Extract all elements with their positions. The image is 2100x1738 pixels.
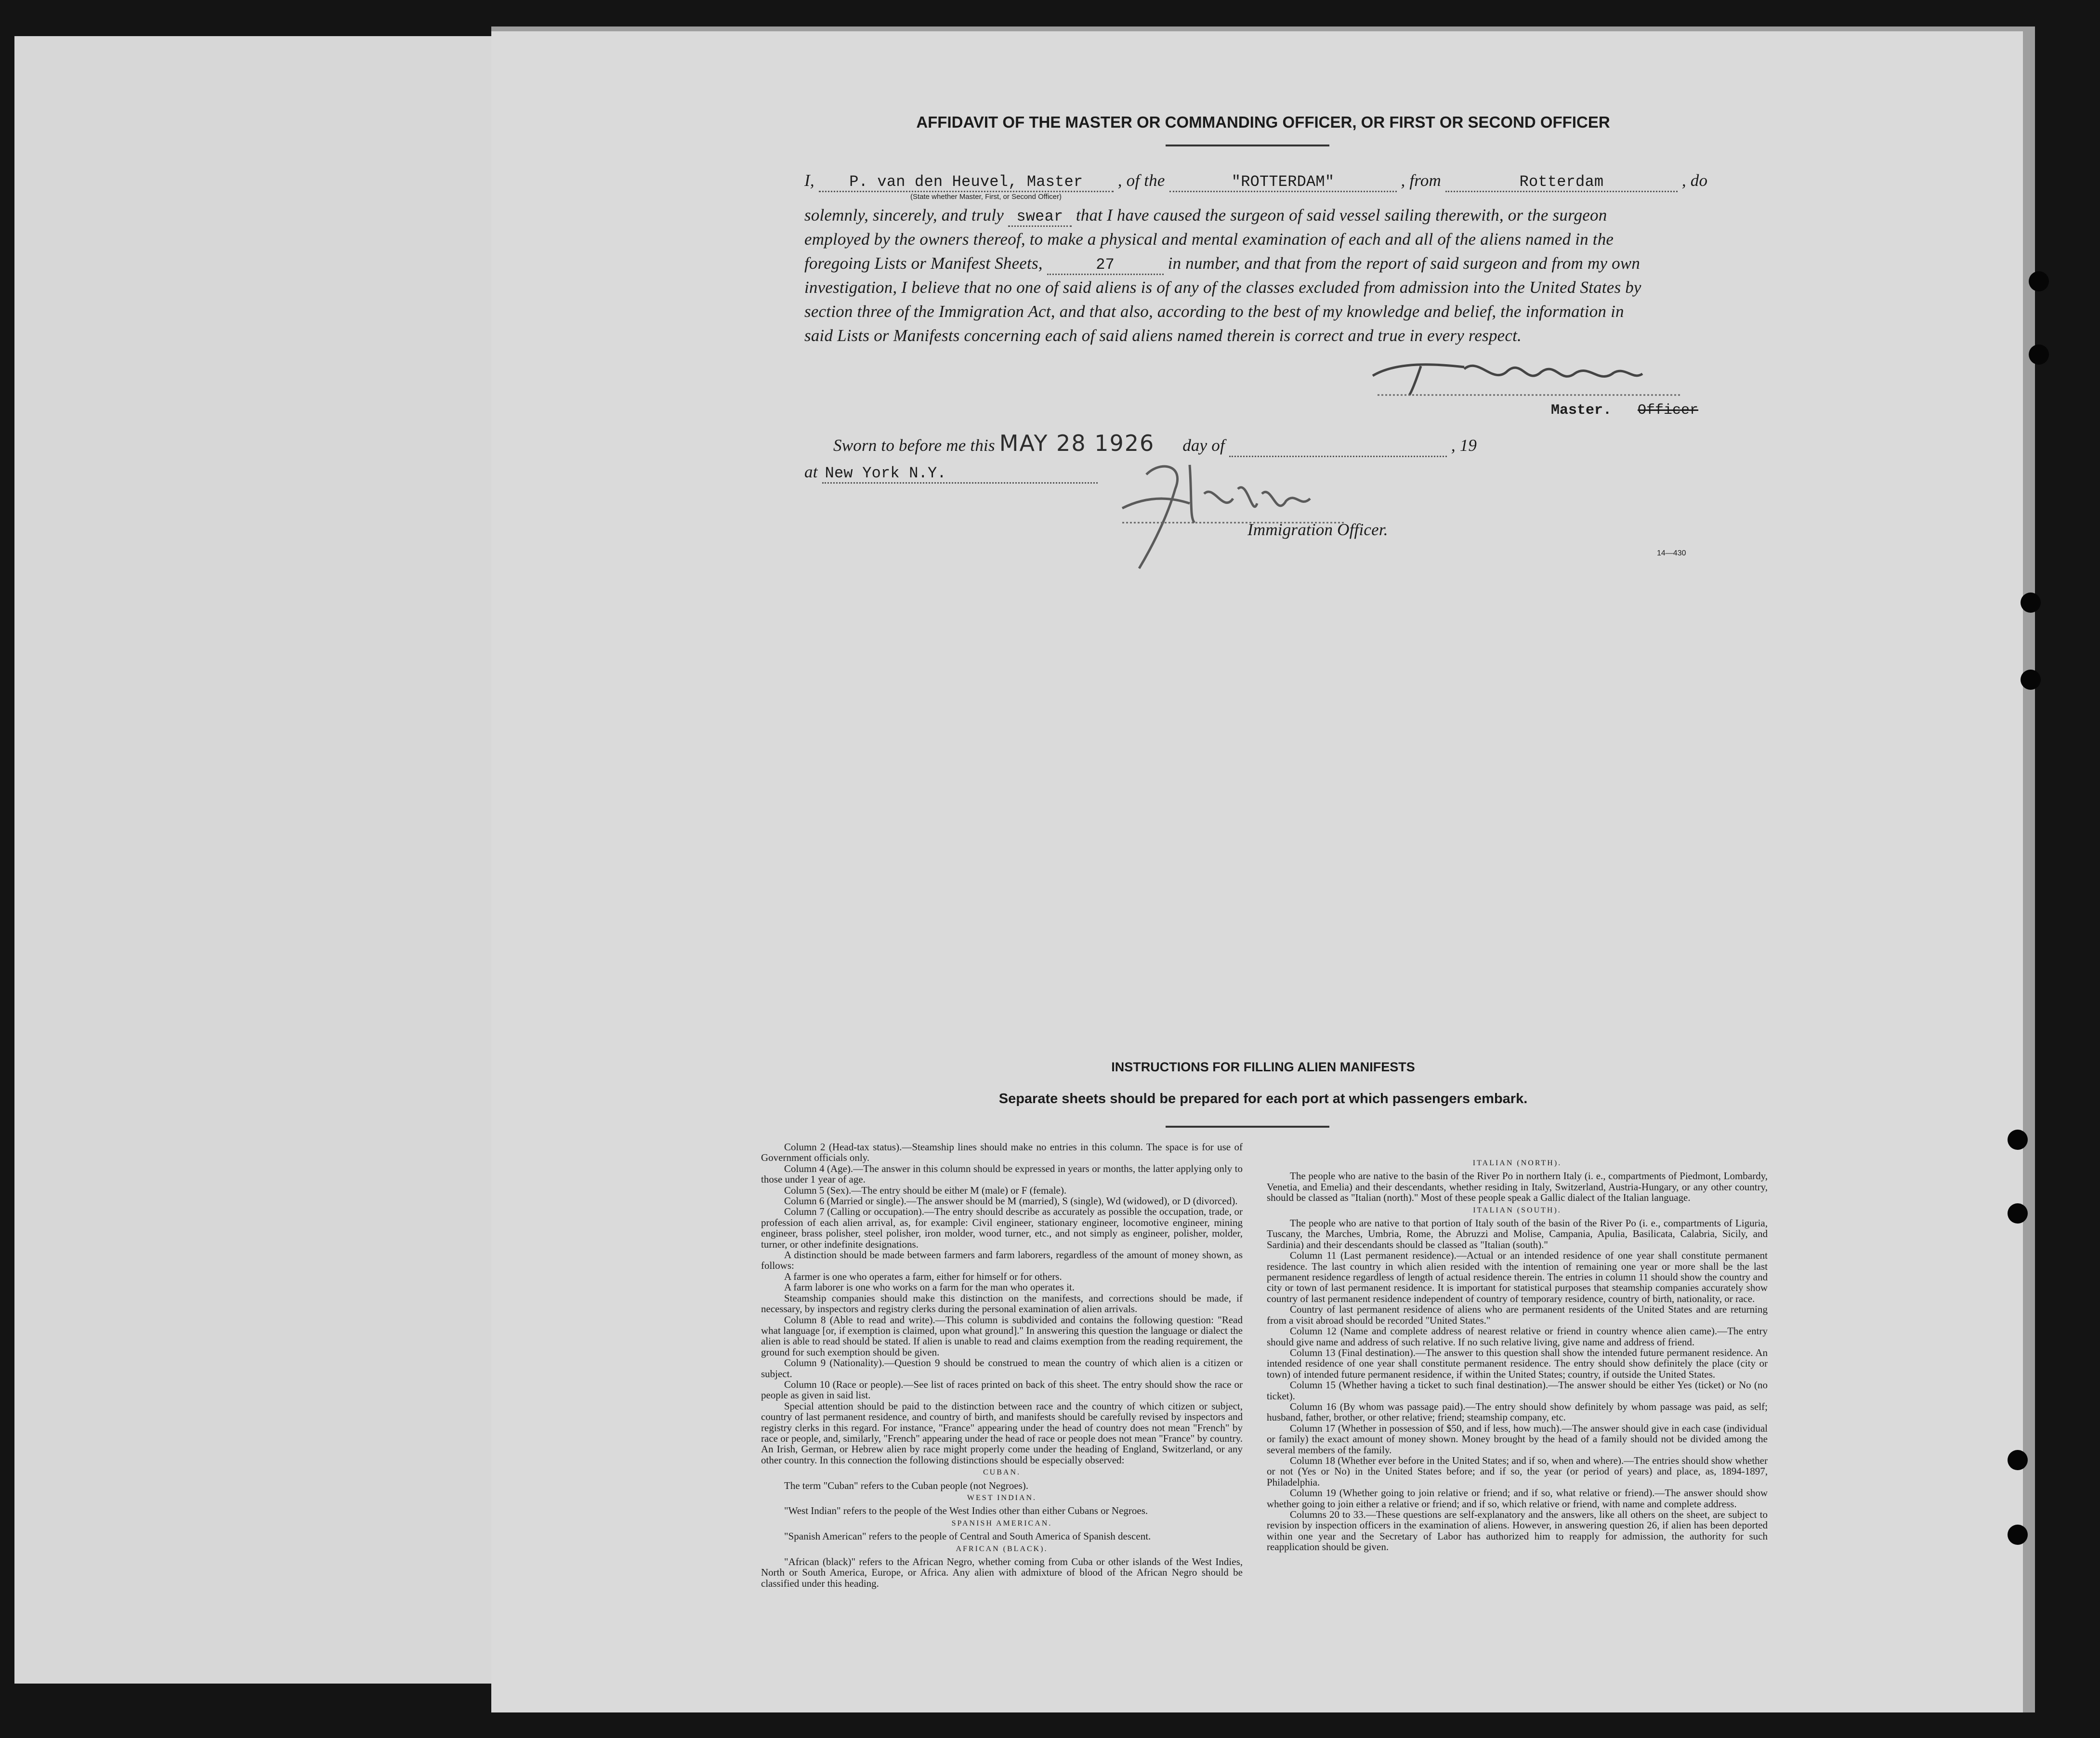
instructions-left-column xyxy=(761,1142,1243,1589)
instruction-paragraph: Column 6 (Married or single).—The answer should be M (married), S (single), Wd (widowed), or D (divorced). xyxy=(784,1195,1238,1207)
instructions-title: INSTRUCTIONS FOR FILLING ALIEN MANIFESTS xyxy=(1111,1060,1415,1074)
binding-hole xyxy=(2008,1450,2028,1470)
affidavit-line-1 xyxy=(804,171,1707,192)
instruction-paragraph: Special attention should be paid to the distinction between race and the country of which citizen or subject, country of last permanent residence, and country of birth, and manifests should be carefully revised by inspectors and registry clerks in this regard. For instance, "France" appearing under the head of country does not mean "French" by race or people, and, similarly, "French" appearing under the head of race or people does not mean "France" by country. An Irish, German, or Hebrew alien by race might properly come under the heading of England, Switzerland, or any other country. In this connection the following distinctions should be especially observed: xyxy=(761,1400,1243,1466)
instructions-subtitle: Separate sheets should be prepared for each port at which passengers embark. xyxy=(998,1091,1528,1106)
officer-title: Immigration Officer. xyxy=(1247,520,1388,539)
affidavit-line-5: investigation, I believe that no one of said aliens is of any of the classes excluded from admission into the United States by xyxy=(804,278,1641,297)
instruction-paragraph: Steamship companies should make this distinction on the manifests, and corrections should be made, if necessary, by inspectors and registry clerks during the personal examination of alien arrivals. xyxy=(761,1292,1243,1315)
signer-struck-title: Officer xyxy=(1638,402,1699,419)
binding-hole xyxy=(2021,592,2041,613)
instruction-paragraph: A distinction should be made between farmers and farm laborers, regardless of the amount of money shown, as follows: xyxy=(761,1249,1243,1272)
title-divider xyxy=(1166,145,1329,146)
instruction-heading: AFRICAN (BLACK). xyxy=(956,1544,1048,1553)
port-field: Rotterdam xyxy=(1445,173,1678,192)
affidavit-line-4 xyxy=(804,254,1640,275)
vessel-field: "ROTTERDAM" xyxy=(1169,173,1397,192)
instruction-paragraph: Column 11 (Last permanent residence).—Actual or an intended residence of one year shall constitute permanent residence. The last country in which alien resided with the intention of remaining one year or more shall be the last permanent residence regardless of length of actual residence therein. The entries in column 11 should show the country and city or town of last permanent residence. It is important for statistical purposes that steamship companies accurately show country of last permanent residence independent of country of temporary residence, country of birth, nationality, or race. xyxy=(1267,1250,1768,1304)
instruction-paragraph: Column 15 (Whether having a ticket to such final destination).—The answer should be either Yes (ticket) or No (no ticket). xyxy=(1267,1379,1768,1402)
signer-title: Master. xyxy=(1551,402,1612,419)
instruction-paragraph: Column 8 (Able to read and write).—This column is subdivided and contains the following question: "Read what language [or, if exemption is claimed, upon what ground]." In answering this question the language or dialect the alien is able to read should be stated. If alien is unable to read and claims exemption from the reading requirement, the ground for such exemption should be given. xyxy=(761,1314,1243,1358)
affidavit-line-7: said Lists or Manifests concerning each of said aliens named therein is correct and true in every respect. xyxy=(804,326,1522,345)
instruction-paragraph: Country of last permanent residence of aliens who are permanent residents of the United States and are returning from a visit abroad should be recorded "United States." xyxy=(1267,1304,1768,1326)
instruction-paragraph: Column 7 (Calling or occupation).—The entry should describe as accurately as possible the occupation, trade, or profession of each alien arrival, as, for example: Civil engineer, stationary engineer, locomotive engineer, mining engineer, brass polisher, steel polisher, iron molder, wood turner, etc., and not simply as engineer, polisher, molder, turner, or other indefinite designations. xyxy=(761,1206,1243,1250)
instruction-paragraph: Columns 20 to 33.—These questions are self-explanatory and the answers, like all others on the sheet, are subject to revision by inspection officers in the examination of aliens. However, in answering question 26, if alien has been deported within one year and the Secretary of Labor has authorized him to reapply for admission, the authority for such reapplication should be given. xyxy=(1267,1509,1768,1553)
instruction-paragraph: "West Indian" refers to the people of the West Indies other than either Cubans or Negroes. xyxy=(784,1505,1148,1517)
i-prefix: I, xyxy=(804,171,814,190)
affidavit-line-6: section three of the Immigration Act, and that also, according to the best of my knowledge and belief, the information in xyxy=(804,302,1624,321)
oath-field: swear xyxy=(1008,208,1072,227)
page-top-edge xyxy=(491,26,2035,31)
of-the-label: , of the xyxy=(1117,171,1165,190)
affidavit-line-2 xyxy=(804,206,1607,227)
place-field: New York N.Y. xyxy=(822,464,1098,484)
instruction-paragraph: Column 10 (Race or people).—See list of races printed on back of this sheet. The entry should show the race or people as given in said list. xyxy=(761,1378,1243,1401)
instruction-paragraph: The people who are native to the basin of the River Po in northern Italy (i. e., compartments of Piedmont, Lombardy, Venetia, and Emelia) and their descendants, whether residing in Italy, Switzerland, Austria-Hungary, or any other country, should be classed as "Italian (north)." Most of these people speak a Gallic dialect of the Italian language. xyxy=(1267,1170,1768,1204)
day-of-label: day of xyxy=(1182,436,1225,455)
instruction-heading: ITALIAN (NORTH). xyxy=(1472,1159,1562,1167)
instruction-paragraph: Column 2 (Head-tax status).—Steamship lines should make no entries in this column. The space is for use of Government officials only. xyxy=(761,1141,1243,1164)
binding-hole xyxy=(2029,344,2049,365)
binding-hole xyxy=(2008,1203,2028,1224)
sheets-count-field: 27 xyxy=(1047,256,1164,275)
instruction-paragraph: Column 18 (Whether ever before in the United States; and if so, when and where).—The entries should show whether or not (Yes or No) in the United States before; and if so, the year (or period of years) and place, as, 1894-1897, Philadelphia. xyxy=(1267,1454,1768,1488)
instruction-paragraph: Column 19 (Whether going to join relative or friend; and if so, what relative or friend).—The answer should show whether going to join either a relative or friend; and if so, which relative or friend, with name and complete address. xyxy=(1267,1487,1768,1510)
binding-hole xyxy=(2029,271,2049,291)
officer-signature-icon xyxy=(1093,446,1363,576)
instruction-paragraph: "African (black)" refers to the African Negro, whether coming from Cuba or other islands of the West Indies, North or South America, Europe, or Africa. Any alien with admixture of blood of the African Negro should be classified under this heading. xyxy=(761,1556,1243,1589)
instruction-paragraph: Column 5 (Sex).—The entry should be either M (male) or F (female). xyxy=(784,1184,1067,1196)
instructions-divider xyxy=(1166,1126,1329,1128)
instruction-paragraph: Column 9 (Nationality).—Question 9 should be construed to mean the country of which alien is a citizen or subject. xyxy=(761,1357,1243,1380)
instruction-heading: CUBAN. xyxy=(983,1468,1021,1477)
form-code: 14—430 xyxy=(1657,549,1686,557)
instruction-paragraph: Column 16 (By whom was passage paid).—The entry should show definitely by whom passage was paid, as self; husband, father, brother, or other relative; friend; steamship company, etc. xyxy=(1267,1400,1768,1423)
instruction-heading: WEST INDIAN. xyxy=(967,1494,1037,1502)
at-label: at xyxy=(804,462,818,481)
master-signature-icon xyxy=(1363,347,1691,400)
at-line xyxy=(804,462,1098,484)
instruction-paragraph: A farm laborer is one who works on a farm for the man who operates it. xyxy=(784,1281,1075,1293)
binding-hole xyxy=(2008,1525,2028,1545)
instruction-paragraph: Column 17 (Whether in possession of $50, and if less, how much).—The answer should give in each case (individual or family) the exact amount of money shown. Money brought by the head of a family should not be divided among the several members of the family. xyxy=(1267,1422,1768,1456)
instruction-heading: SPANISH AMERICAN. xyxy=(951,1519,1052,1527)
instruction-heading: ITALIAN (SOUTH). xyxy=(1473,1206,1562,1214)
instruction-paragraph: Column 13 (Final destination).—The answer to this question shall show the intended future permanent residence. An intended residence of one year shall constitute permanent residence. The entry should show definitely the place (city or town) of intended future permanent residence, if within the United States; country, if outside the United States. xyxy=(1267,1346,1768,1380)
instruction-paragraph: A farmer is one who operates a farm, either for himself or for others. xyxy=(784,1270,1062,1282)
from-label: , from xyxy=(1401,171,1441,190)
affidavit-title: AFFIDAVIT OF THE MASTER OR COMMANDING OFFICER, OR FIRST OR SECOND OFFICER xyxy=(916,113,1610,131)
instruction-paragraph: The term "Cuban" refers to the Cuban people (not Negroes). xyxy=(784,1479,1028,1491)
affidavit-line-3: employed by the owners thereof, to make a physical and mental examination of each and all of the aliens named in the xyxy=(804,230,1614,249)
left-page-leaf xyxy=(14,36,494,1684)
instruction-paragraph: Column 12 (Name and complete address of nearest relative or friend in country whence alien came).—The entry should give name and address of such relative. If no such relative living, give name and address of friend. xyxy=(1267,1325,1768,1348)
instruction-paragraph: "Spanish American" refers to the people of Central and South America of Spanish descent. xyxy=(784,1530,1151,1542)
binding-hole xyxy=(2021,670,2041,690)
line2-end: that I have caused the surgeon of said vessel sailing therewith, or the surgeon xyxy=(1076,206,1607,224)
binding-hole xyxy=(2008,1130,2028,1150)
do-label: , do xyxy=(1681,171,1708,190)
master-name-field: P. van den Heuvel, Master xyxy=(819,173,1114,192)
sworn-label: Sworn to before me this xyxy=(833,436,995,455)
instruction-paragraph: The people who are native to that portion of Italy south of the basin of the River Po (i. e., compartments of Liguria, Tuscany, the Marches, Umbria, Rome, the Abruzzi and Molise, Campania, Apulia, Basilicata, Calabria, Sicily, and Sardinia) and their descendants should be classed as "Italian (south)." xyxy=(1267,1217,1768,1251)
instruction-paragraph: Column 4 (Age).—The answer in this column should be expressed in years or months, the latter applying only to those under 1 year of age. xyxy=(761,1162,1243,1185)
sworn-date-stamp: MAY 28 1926 xyxy=(999,430,1155,456)
manifest-page xyxy=(491,26,2035,1712)
line4-end: in number, and that from the report of said surgeon and from my own xyxy=(1168,254,1641,273)
state-note: (State whether Master, First, or Second Officer) xyxy=(910,193,1062,201)
line2-start: solemnly, sincerely, and truly xyxy=(804,206,1004,224)
line4-start: foregoing Lists or Manifest Sheets, xyxy=(804,254,1043,273)
year-label: , 19 xyxy=(1451,436,1477,455)
instructions-right-column xyxy=(1267,1156,1768,1553)
